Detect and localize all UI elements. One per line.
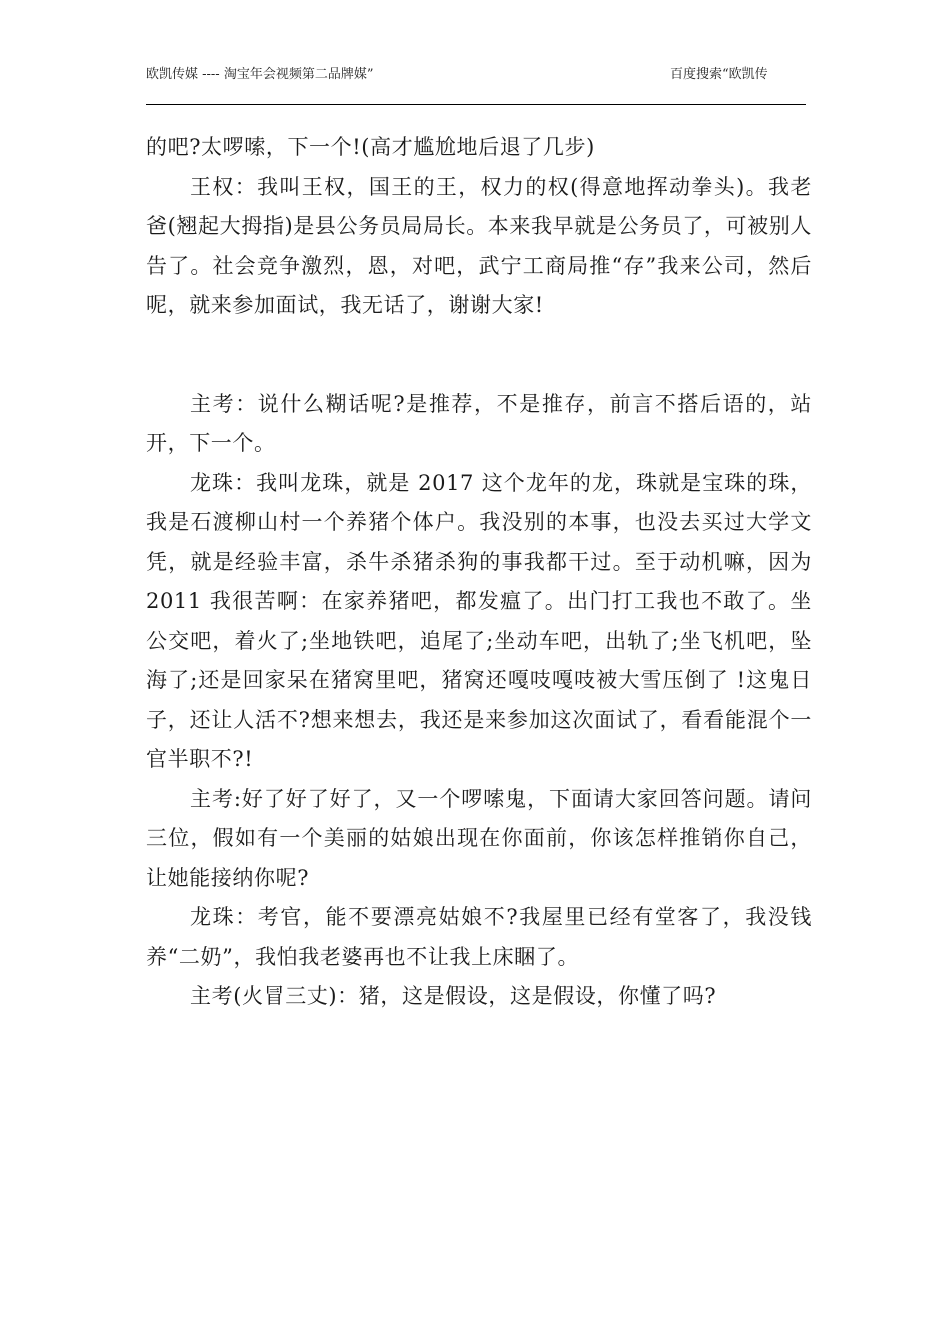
document-body [146,128,812,1017]
header-right-text: 百度搜索“欧凯传 [670,67,768,82]
paragraph-5: 主考:好了好了好了，又一个啰嗦鬼，下面请大家回答问题。请问三位，假如有一个美丽的姑娘出现在你面前，你该怎样推销你自己，让她能接纳你呢? [146,786,812,890]
paragraph-1: 的吧?太啰嗦，下一个!(高才尴尬地后退了几步) [146,135,595,159]
paragraph-4: 龙珠：我叫龙珠，就是 2017 这个龙年的龙，珠就是宝珠的珠，我是石渡柳山村一个养猪个体户。我没别的本事，也没去买过大学文凭，就是经验丰富，杀牛杀猪杀狗的事我都干过。至于动机嘛，因为 2011 我很苦啊：在家养猪吧，都发瘟了。出门打工我也不敢了。坐公交吧，着火了;坐地铁吧，追尾了;坐动车吧，出轨了;坐飞机吧，坠海了;还是回家呆在猪窝里吧，猪窝还嘎吱嘎吱被大雪压倒了 !这鬼日子，还让人活不?想来想去，我还是来参加这次面试了，看看能混个一官半职不?! [146,470,812,771]
paragraph-7: 主考(火冒三丈)：猪，这是假设，这是假设，你懂了吗? [190,984,717,1008]
paragraph-gap [146,326,812,385]
page-header [146,66,806,105]
paragraph-6: 龙珠：考官，能不要漂亮姑娘不?我屋里已经有堂客了，我没钱养“二奶”，我怕我老婆再也不让我上床睏了。 [146,905,812,969]
paragraph-3: 主考：说什么糊话呢?是推荐，不是推存，前言不搭后语的，站开，下一个。 [146,391,812,455]
paragraph-2: 王权：我叫王权，国王的王，权力的权(得意地挥动拳头)。我老爸(翘起大拇指)是县公务员局局长。本来我早就是公务员了，可被别人告了。社会竞争激烈，恩，对吧，武宁工商局推“存”我来公司，然后呢，就来参加面试，我无话了，谢谢大家! [146,174,812,317]
header-left-text: 欧凯传媒 ---- 淘宝年会视频第二品牌媒” [146,67,374,82]
